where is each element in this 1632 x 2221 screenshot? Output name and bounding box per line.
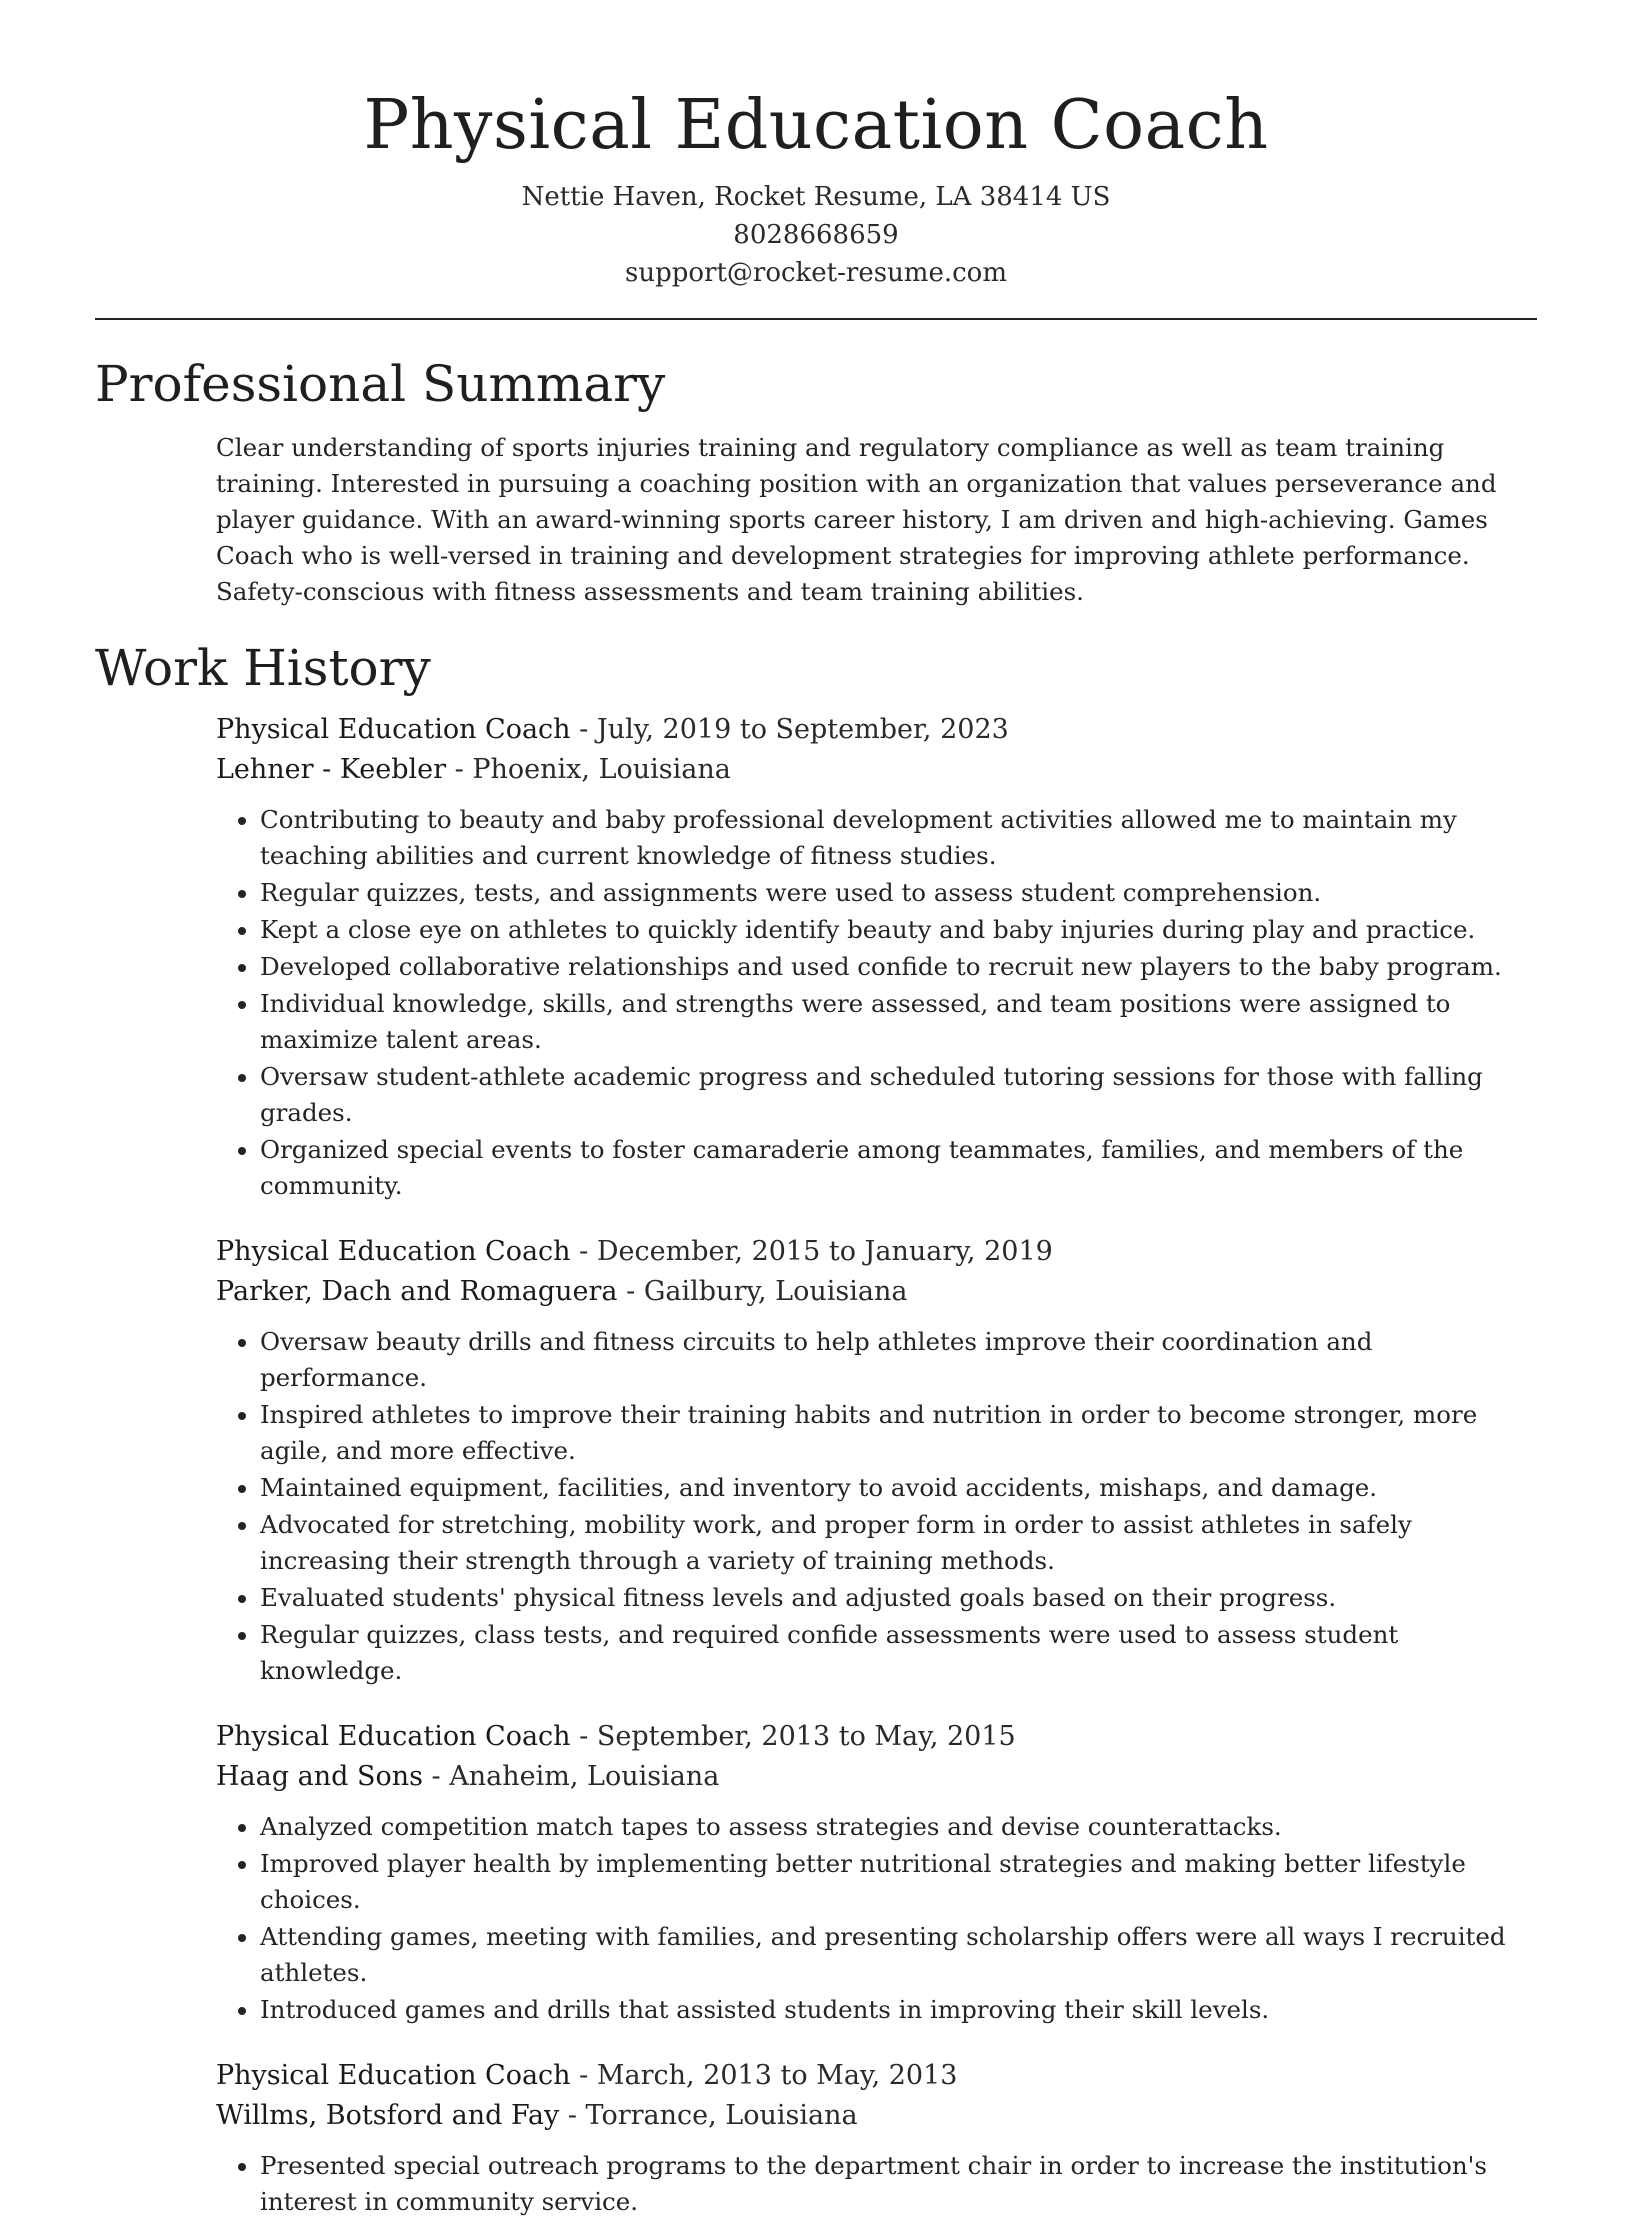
job-title: Physical Education Coach bbox=[216, 1721, 571, 1752]
job-bullets bbox=[216, 1809, 1537, 2028]
job-bullet: • Regular quizzes, tests, and assignments were used to assess student comprehension. bbox=[260, 875, 1537, 911]
job-entry bbox=[216, 710, 1537, 1204]
job-company: Lehner - Keebler bbox=[216, 754, 447, 785]
job-bullet: • Kept a close eye on athletes to quickly identify beauty and baby injuries during play and practice. bbox=[260, 912, 1537, 948]
job-company-line bbox=[216, 1757, 1537, 1797]
summary-heading: Professional Summary bbox=[95, 355, 666, 413]
job-bullet: • Oversaw student-athlete academic progress and scheduled tutoring sessions for those with falling grades. bbox=[260, 1059, 1537, 1131]
job-location: - Phoenix, Louisiana bbox=[446, 754, 731, 785]
job-dates: - July, 2019 to September, 2023 bbox=[570, 714, 1009, 745]
job-entry bbox=[216, 1232, 1537, 1689]
job-bullet: • Improved player health by implementing better nutritional strategies and making better lifestyle choices. bbox=[260, 1846, 1537, 1918]
job-bullet: • Regular quizzes, class tests, and required confide assessments were used to assess student knowledge. bbox=[260, 1617, 1537, 1689]
job-company: Parker, Dach and Romaguera bbox=[216, 1276, 618, 1307]
resume-title: Physical Education Coach bbox=[363, 86, 1269, 165]
job-dates: - December, 2015 to January, 2019 bbox=[570, 1236, 1053, 1267]
job-title-line bbox=[216, 1232, 1537, 1272]
job-bullet: • Contributing to beauty and baby professional development activities allowed me to maintain my teaching abilities and current knowledge of fitness studies. bbox=[260, 802, 1537, 874]
contact-block bbox=[95, 178, 1537, 292]
job-company-line bbox=[216, 2096, 1537, 2136]
summary-text: Clear understanding of sports injuries training and regulatory compliance as well as team training training. Interested in pursuing a coaching position with an organization that values perseverance and player guidance. With an award-winning sports career history, I am driven and high-achieving. Games Coach who is well-versed in training and development strategies for improving athlete performance. Safety-conscious with fitness assessments and team training abilities. bbox=[216, 433, 1497, 606]
contact-phone: 8028668659 bbox=[733, 220, 899, 250]
job-bullet: • Inspired athletes to improve their training habits and nutrition in order to become stronger, more agile, and more effective. bbox=[260, 1397, 1537, 1469]
job-location: - Anaheim, Louisiana bbox=[422, 1761, 720, 1792]
job-bullet: • Evaluated students' physical fitness levels and adjusted goals based on their progress. bbox=[260, 1580, 1537, 1616]
job-title: Physical Education Coach bbox=[216, 1236, 571, 1267]
job-bullet: • Attending games, meeting with families, and presenting scholarship offers were all ways I recruited athletes. bbox=[260, 1919, 1537, 1991]
job-location: - Gailbury, Louisiana bbox=[617, 1276, 908, 1307]
job-bullets bbox=[216, 2148, 1537, 2220]
job-title: Physical Education Coach bbox=[216, 2060, 571, 2091]
job-title-line bbox=[216, 1717, 1537, 1757]
job-bullet: • Organized special events to foster camaraderie among teammates, families, and members of the community. bbox=[260, 1132, 1537, 1204]
resume-header bbox=[95, 0, 1537, 292]
job-bullet: • Presented special outreach programs to the department chair in order to increase the institution's interest in community service. bbox=[260, 2148, 1537, 2220]
job-entry bbox=[216, 1717, 1537, 2028]
job-title-line bbox=[216, 710, 1537, 750]
job-dates: - March, 2013 to May, 2013 bbox=[570, 2060, 958, 2091]
job-bullets bbox=[216, 802, 1537, 1204]
summary-section bbox=[95, 352, 1537, 610]
job-bullet: • Maintained equipment, facilities, and inventory to avoid accidents, mishaps, and damage. bbox=[260, 1470, 1537, 1506]
header-divider bbox=[95, 318, 1537, 320]
job-title: Physical Education Coach bbox=[216, 714, 571, 745]
resume-page bbox=[95, 0, 1537, 2221]
job-company-line bbox=[216, 750, 1537, 790]
job-entry bbox=[216, 2056, 1537, 2220]
job-location: - Torrance, Louisiana bbox=[559, 2100, 858, 2131]
job-bullet: • Developed collaborative relationships and used confide to recruit new players to the baby program. bbox=[260, 949, 1537, 985]
job-bullet: • Introduced games and drills that assisted students in improving their skill levels. bbox=[260, 1992, 1537, 2028]
job-company: Willms, Botsford and Fay bbox=[216, 2100, 560, 2131]
work-history-section bbox=[95, 636, 1537, 2220]
job-title-line bbox=[216, 2056, 1537, 2096]
job-bullets bbox=[216, 1324, 1537, 1689]
job-bullet: • Analyzed competition match tapes to assess strategies and devise counterattacks. bbox=[260, 1809, 1537, 1845]
job-dates: - September, 2013 to May, 2015 bbox=[570, 1721, 1016, 1752]
job-bullet: • Advocated for stretching, mobility work, and proper form in order to assist athletes in safely increasing their strength through a variety of training methods. bbox=[260, 1507, 1537, 1579]
job-company: Haag and Sons bbox=[216, 1761, 423, 1792]
job-bullet: • Oversaw beauty drills and fitness circuits to help athletes improve their coordination and performance. bbox=[260, 1324, 1537, 1396]
job-bullet: • Individual knowledge, skills, and strengths were assessed, and team positions were assigned to maximize talent areas. bbox=[260, 986, 1537, 1058]
contact-address: Nettie Haven, Rocket Resume, LA 38414 US bbox=[521, 182, 1111, 212]
contact-email: support@rocket-resume.com bbox=[624, 258, 1007, 288]
job-company-line bbox=[216, 1272, 1537, 1312]
work-history-heading: Work History bbox=[95, 639, 431, 697]
